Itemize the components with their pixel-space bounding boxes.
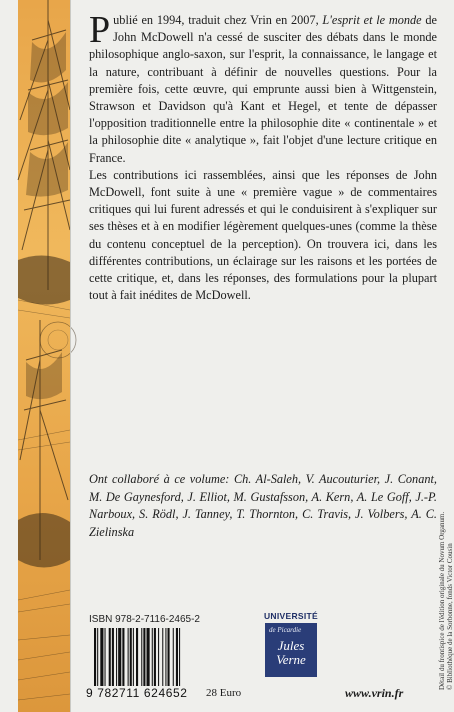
paragraph-1-text-start: ublié en 1994, traduit chez Vrin en 2007, (113, 13, 323, 27)
contributors-list: Ont collaboré à ce volume: Ch. Al-Saleh, V. Aucouturier, J. Conant, M. De Gaynesford, J. Elliot, M. Gustafsson, A. Kern, A. Le Goff, J.-P. Narboux, S. Rödl, J. Tanney, T. Thornton, C. Travis, J. Volbers, A. C. Zielinska (89, 472, 437, 539)
university-logo-subtitle: de Picardie (269, 626, 302, 634)
strip-divider (70, 0, 71, 712)
price: 28 Euro (206, 687, 242, 699)
barcode-digits: 9 782711 624652 (86, 686, 188, 700)
university-logo-mark (265, 623, 317, 677)
barcode-bars (94, 628, 180, 686)
drop-cap: P (89, 9, 111, 51)
back-cover-description (89, 9, 437, 304)
image-credit (438, 470, 454, 690)
university-logo-title: UNIVERSITÉ (263, 611, 318, 621)
image-credit-line-2: © Bibliothèque de la Sorbonne, fonds Victor Cousin (446, 543, 454, 690)
description-paragraph-1 (89, 9, 437, 167)
image-credit-line-1: Détail du frontispice de l'édition originale du Novum Organum. (438, 511, 446, 690)
paragraph-1-text-rest: de John McDowell n'a cessé de susciter des débats dans le monde philosophique anglo-saxon, sur l'esprit, la connaissance, le langage et la nature, contribuant à définir de nouvelles questions. Pour la première fois, cette œuvre, qui emprunte aussi bien à Wittgenstein, Strawson et Davidson qu'à Kant et Hegel, et tente de dépasser l'opposition traditionnelle entre la philosophie dite « continentale » et la philosophie dite « analytique », fait l'objet d'une lecture critique en France. (89, 13, 437, 165)
university-logo (262, 611, 320, 677)
isbn: ISBN 978-2-7116-2465-2 (89, 614, 200, 625)
barcode (92, 628, 242, 686)
description-paragraph-2: Les contributions ici rassemblées, ainsi que les réponses de John McDowell, font suite à une « première vague » de commentaires critiques qui lui furent adressés et qui le conduisirent à s'expliquer sur ses thèses et à en modifier légèrement quelques-unes (comme la thèse du contenu conceptuel de la perception). On trouvera ici, dans les différentes contributions, un éclairage sur les raisons et les portées de cette critique, et, dans les réponses, des formulations pour la plupart tout à fait inédites de McDowell. (89, 167, 437, 303)
ship-engraving-illustration (18, 0, 70, 712)
cover-engraving-strip (18, 0, 70, 712)
publisher-url: www.vrin.fr (345, 686, 404, 700)
university-logo-name: Jules Verne (276, 638, 306, 667)
book-title: L'esprit et le monde (322, 13, 422, 27)
